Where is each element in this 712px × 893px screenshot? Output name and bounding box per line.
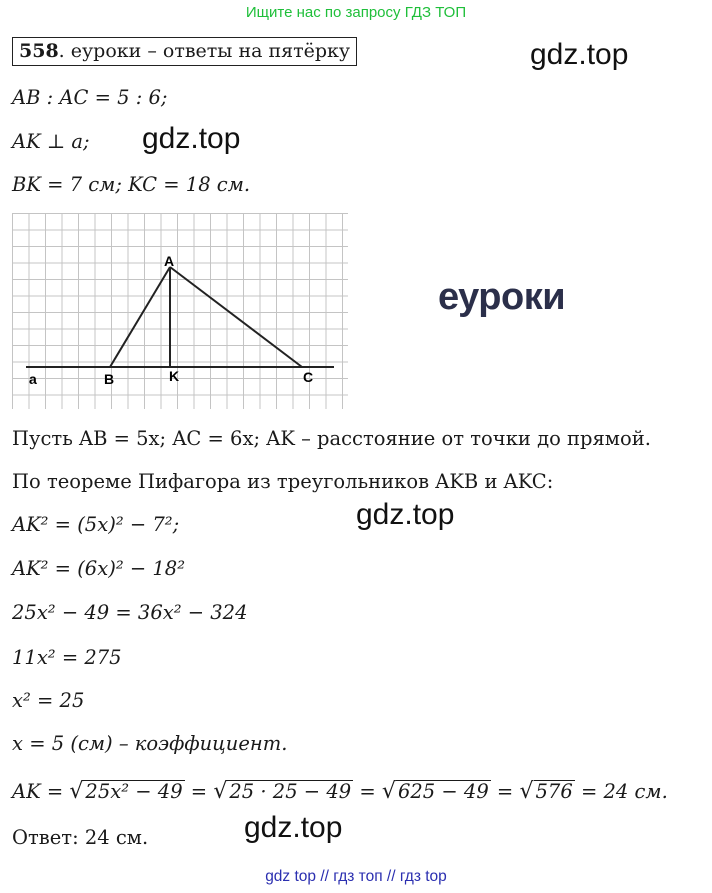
watermark-euroki: еуроки	[438, 276, 566, 318]
task-number: 558	[19, 40, 59, 62]
search-banner[interactable]: Ищите нас по запросу ГДЗ ТОП	[245, 4, 467, 21]
radical-sign: √	[519, 779, 534, 804]
equation-2: AK² = (6x)² − 18²	[12, 557, 186, 580]
triangle-diagram	[12, 213, 348, 409]
equation-6: x = 5 (см) – коэффициент.	[12, 732, 288, 755]
label-c: C	[303, 369, 314, 385]
equation-5: x² = 25	[12, 689, 85, 712]
radicand-4: 576	[535, 780, 573, 803]
footer-links[interactable]: gdz top // гдз топ // гдз top	[265, 868, 447, 885]
ak-lhs: AK =	[12, 780, 70, 803]
equation-4: 11x² = 275	[12, 646, 122, 669]
ak-result: = 24 см.	[574, 780, 668, 803]
radicand-3: 625 − 49	[397, 780, 489, 803]
given-segments: BK = 7 см; KC = 18 см.	[12, 173, 251, 196]
task-title: . еуроки – ответы на пятёрку	[58, 40, 351, 62]
label-k: K	[169, 368, 180, 384]
radical-sign: √	[381, 779, 396, 804]
radicand-2: 25 · 25 − 49	[229, 780, 352, 803]
radicand-1: 25x² − 49	[85, 780, 183, 803]
watermark-gdz: gdz.top	[142, 122, 241, 155]
solution-let: Пусть AB = 5x; AC = 6x; AK – расстояние от точки до прямой.	[12, 427, 651, 450]
solution-pythagoras: По теореме Пифагора из треугольников AKB и AKC:	[12, 470, 554, 493]
watermark-gdz: gdz.top	[530, 38, 629, 71]
task-header	[12, 37, 357, 66]
watermark-gdz: gdz.top	[356, 498, 455, 531]
label-b: B	[104, 371, 115, 387]
watermark-gdz: gdz.top	[244, 811, 343, 844]
radical-sign: √	[213, 779, 228, 804]
equation-3: 25x² − 49 = 36x² − 324	[12, 601, 248, 624]
equation-1: AK² = (5x)² − 7²;	[12, 513, 180, 536]
equals-sign: =	[353, 780, 382, 803]
label-apex: A	[164, 253, 175, 269]
given-ratio: AB : AC = 5 : 6;	[12, 86, 168, 109]
grid	[12, 213, 348, 409]
given-perpendicular: AK ⊥ a;	[12, 130, 90, 153]
side-ac	[170, 267, 302, 367]
answer: Ответ: 24 см.	[12, 826, 149, 849]
equals-sign: =	[184, 780, 214, 803]
label-a: a	[29, 371, 37, 387]
equals-sign: =	[490, 780, 520, 803]
equation-ak-root	[12, 779, 668, 805]
radical-sign: √	[69, 779, 84, 804]
